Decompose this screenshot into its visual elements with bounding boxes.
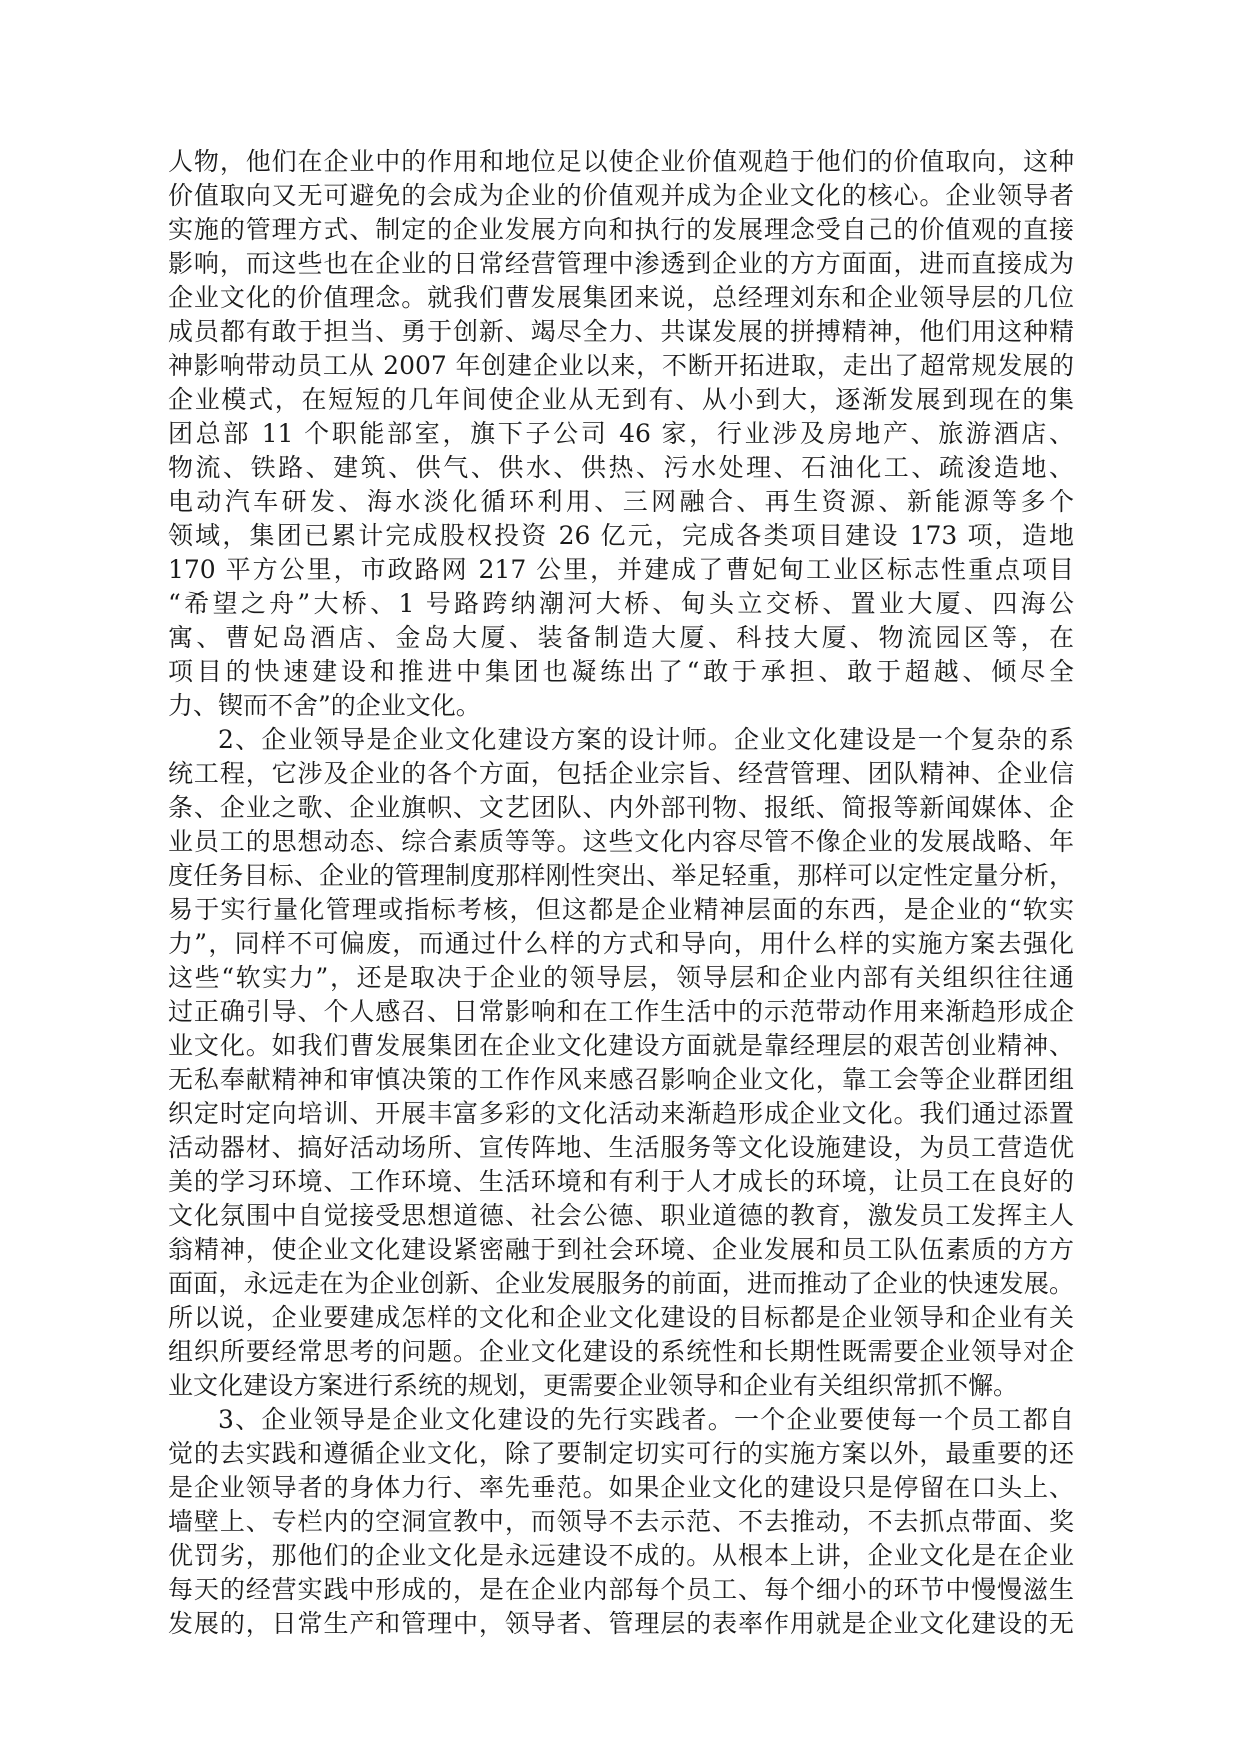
text-line: 活动器材、搞好活动场所、宣传阵地、生活服务等文化设施建设，为员工营造优 <box>168 1133 1074 1162</box>
text-line: 人物，他们在企业中的作用和地位足以使企业价值观趋于他们的价值取向，这种 <box>168 147 1074 176</box>
text-line: 是企业领导者的身体力行、率先垂范。如果企业文化的建设只是停留在口头上、 <box>168 1473 1074 1502</box>
text-line: 寓、曹妃岛酒店、金岛大厦、装备制造大厦、科技大厦、物流园区等，在 <box>168 623 1074 652</box>
text-line: 物流、铁路、建筑、供气、供水、供热、污水处理、石油化工、疏浚造地、 <box>168 453 1074 482</box>
text-line: 业文化。如我们曹发展集团在企业文化建设方面就是靠经理层的艰苦创业精神、 <box>168 1031 1074 1060</box>
text-line: 2、企业领导是企业文化建设方案的设计师。企业文化建设是一个复杂的系 <box>218 725 1074 754</box>
text-line: 组织所要经常思考的问题。企业文化建设的系统性和长期性既需要企业领导对企 <box>168 1337 1074 1366</box>
text-line: 墙壁上、专栏内的空洞宣教中，而领导不去示范、不去推动，不去抓点带面、奖 <box>168 1507 1074 1536</box>
text-line: 文化氛围中自觉接受思想道德、社会公德、职业道德的教育，激发员工发挥主人 <box>168 1201 1074 1230</box>
text-line: 企业文化的价值理念。就我们曹发展集团来说，总经理刘东和企业领导层的几位 <box>168 283 1074 312</box>
text-line: 影响，而这些也在企业的日常经营管理中渗透到企业的方方面面，进而直接成为 <box>168 249 1074 278</box>
text-line: 织定时定向培训、开展丰富多彩的文化活动来渐趋形成企业文化。我们通过添置 <box>168 1099 1074 1128</box>
paragraph <box>168 723 1074 1403</box>
text-line: 成员都有敢于担当、勇于创新、竭尽全力、共谋发展的拼搏精神，他们用这种精 <box>168 317 1074 346</box>
text-line: 领域，集团已累计完成股权投资 26 亿元，完成各类项目建设 173 项，造地 <box>168 521 1074 550</box>
text-line: 优罚劣，那他们的企业文化是永远建设不成的。从根本上讲，企业文化是在企业 <box>168 1541 1074 1570</box>
text-line: 面面，永远走在为企业创新、企业发展服务的前面，进而推动了企业的快速发展。 <box>168 1269 1074 1298</box>
text-line: 业文化建设方案进行系统的规划，更需要企业领导和企业有关组织常抓不懈。 <box>168 1371 1019 1400</box>
text-line: 美的学习环境、工作环境、生活环境和有利于人才成长的环境，让员工在良好的 <box>168 1167 1074 1196</box>
text-line: 这些“软实力”，还是取决于企业的领导层，领导层和企业内部有关组织往往通 <box>168 963 1074 992</box>
text-line: 业员工的思想动态、综合素质等等。这些文化内容尽管不像企业的发展战略、年 <box>168 827 1074 856</box>
text-line: 易于实行量化管理或指标考核，但这都是企业精神层面的东西，是企业的“软实 <box>168 895 1074 924</box>
text-line: 企业模式，在短短的几年间使企业从无到有、从小到大，逐渐发展到现在的集 <box>168 385 1074 414</box>
text-line: 力”，同样不可偏废，而通过什么样的方式和导向，用什么样的实施方案去强化 <box>168 929 1074 958</box>
paragraph <box>168 1403 1074 1641</box>
text-line: 统工程，它涉及企业的各个方面，包括企业宗旨、经营管理、团队精神、企业信 <box>168 759 1074 788</box>
text-line: 发展的，日常生产和管理中，领导者、管理层的表率作用就是企业文化建设的无 <box>168 1609 1074 1638</box>
text-line: 项目的快速建设和推进中集团也凝练出了“敢于承担、敢于超越、倾尽全 <box>168 657 1074 686</box>
document-body <box>168 145 1074 1641</box>
text-line: 电动汽车研发、海水淡化循环利用、三网融合、再生资源、新能源等多个 <box>168 487 1074 516</box>
text-line: 度任务目标、企业的管理制度那样刚性突出、举足轻重，那样可以定性定量分析， <box>168 861 1074 890</box>
text-line: 觉的去实践和遵循企业文化，除了要制定切实可行的实施方案以外，最重要的还 <box>168 1439 1074 1468</box>
text-line: 实施的管理方式、制定的企业发展方向和执行的发展理念受自己的价值观的直接 <box>168 215 1074 244</box>
text-line: 过正确引导、个人感召、日常影响和在工作生活中的示范带动作用来渐趋形成企 <box>168 997 1074 1026</box>
text-line: 无私奉献精神和审慎决策的工作作风来感召影响企业文化，靠工会等企业群团组 <box>168 1065 1074 1094</box>
text-line: 所以说，企业要建成怎样的文化和企业文化建设的目标都是企业领导和企业有关 <box>168 1303 1074 1332</box>
text-line: 神影响带动员工从 2007 年创建企业以来，不断开拓进取，走出了超常规发展的 <box>168 351 1074 380</box>
text-line: 170 平方公里，市政路网 217 公里，并建成了曹妃甸工业区标志性重点项目 <box>168 555 1074 584</box>
text-line: 每天的经营实践中形成的，是在企业内部每个员工、每个细小的环节中慢慢滋生 <box>168 1575 1074 1604</box>
text-line: 翁精神，使企业文化建设紧密融于到社会环境、企业发展和员工队伍素质的方方 <box>168 1235 1074 1264</box>
text-line: 团总部 11 个职能部室，旗下子公司 46 家，行业涉及房地产、旅游酒店、 <box>168 419 1074 448</box>
text-line: “希望之舟”大桥、1 号路跨纳潮河大桥、甸头立交桥、置业大厦、四海公 <box>168 589 1074 618</box>
text-line: 力、锲而不舍”的企业文化。 <box>168 691 481 720</box>
text-line: 3、企业领导是企业文化建设的先行实践者。一个企业要使每一个员工都自 <box>218 1405 1074 1434</box>
text-line: 条、企业之歌、企业旗帜、文艺团队、内外部刊物、报纸、简报等新闻媒体、企 <box>168 793 1074 822</box>
paragraph <box>168 145 1074 723</box>
text-line: 价值取向又无可避免的会成为企业的价值观并成为企业文化的核心。企业领导者 <box>168 181 1074 210</box>
